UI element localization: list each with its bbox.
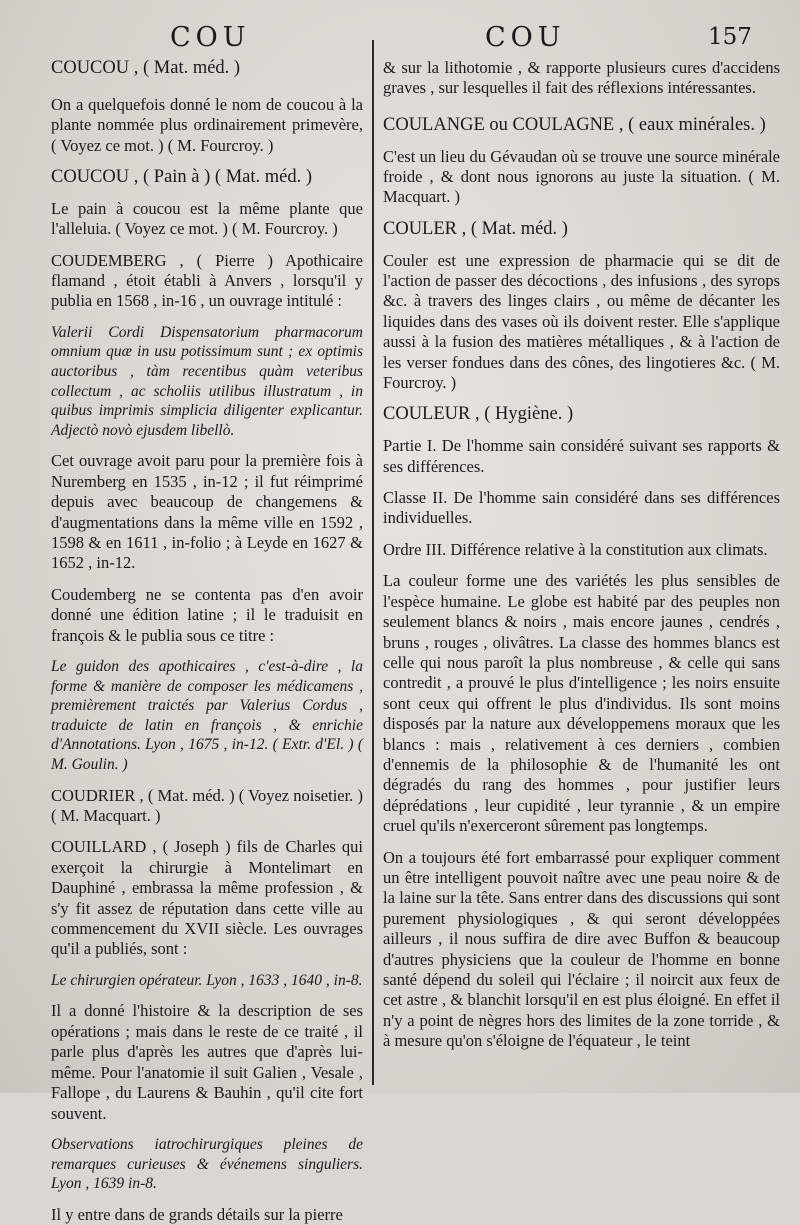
page-number: 157	[708, 24, 752, 50]
paragraph: Le pain à coucou est la même plante que l'alleluia. ( Voyez ce mot. ) ( M. Fourcroy. )	[51, 198, 363, 239]
paragraph: Coudemberg ne se contenta pas d'en avoir donné une édition latine ; il le traduisit en françois & le publia sous ce titre :	[51, 584, 363, 645]
citation: Valerii Cordi Dispensatorium pharmacorum omnium quæ in usu potissimum sunt ; ex optimis auctoribus , tàm recentibus quàm veteribus collectum , ac scholiis utilibus illustratum , in quibus imprimis simplicia diligenter explicantur. Adjectò novò ejusdem libellò.	[51, 323, 363, 439]
paragraph: On a quelquefois donné le nom de coucou à la plante nommée plus ordinairement primevère, ( Voyez ce mot. ) ( M. Fourcroy. )	[51, 94, 363, 155]
column-divider	[372, 40, 374, 1085]
paragraph: Il a donné l'histoire & la description de ses opérations ; mais dans le reste de ce traité , il parle plus d'après les autres que d'après lui-même. Pour l'anatomie il suit Galien , Vesale , Fallope , du Laurens & Bauhin , qu'il cite fort souvent.	[51, 1001, 363, 1123]
citation: Observations iatrochirurgiques pleines de remarques curieuses & événemens singuliers. Lyon , 1639 in-8.	[51, 1135, 363, 1193]
paragraph: Classe II. De l'homme sain considéré dans ses différences individuelles.	[383, 488, 780, 528]
entry-heading: COULER , ( Mat. méd. )	[383, 218, 568, 239]
page-header	[0, 22, 800, 58]
paragraph: COUILLARD , ( Joseph ) fils de Charles qui exerçoit la chirurgie à Montelimart en Dauphiné , embrassa la même profession , & s'y fit assez de réputation dans cette ville au commencement du XVII siècle. Les ouvrages qu'il a publiés, sont :	[51, 837, 363, 959]
paragraph: On a toujours été fort embarrassé pour expliquer comment un être intelligent pouvoit naître avec une peau noire & de la laine sur la tête. Sans entrer dans des discussions qui sont purement physiologiques , & qui seront développées ailleurs , il nous suffira de dire avec Buffon & beaucoup d'autres physiciens que la couleur de l'homme en bonne santé dépend du soleil qui l'éclaire ; il noircit aux feux de cet astre , & blanchit lorsqu'il en est plus éloigné. En effet il n'y a point de nègres hors des limites de la zone torride , & à mesure qu'on s'éloigne de l'équateur , le teint	[383, 847, 780, 1051]
paragraph: Cet ouvrage avoit paru pour la première fois à Nuremberg en 1535 , in-12 ; il fut réimprimé depuis avec beaucoup de changemens & d'augmentations dans la même ville en 1592 , 1598 & en 1611 , in-folio ; à Leyde en 1627 & 1652 , in-12.	[51, 451, 363, 573]
entry-heading: COUCOU , ( Pain à ) ( Mat. méd. )	[51, 167, 313, 188]
paragraph: Ordre III. Différence relative à la constitution aux climats.	[383, 539, 768, 559]
paragraph: Partie I. De l'homme sain considéré suivant ses rapports & ses différences.	[383, 436, 780, 476]
entry-heading: COULEUR , ( Hygiène. )	[383, 404, 574, 425]
right-column	[383, 58, 780, 1052]
citation: Le chirurgien opérateur. Lyon , 1633 , 1640 , in-8.	[51, 971, 363, 989]
entry-heading: COUCOU , ( Mat. méd. )	[51, 58, 241, 78]
paragraph: C'est un lieu du Gévaudan où se trouve une source minérale froide , & dont nous ignorons au juste la situation. ( M. Macquart. )	[383, 146, 780, 207]
paragraph: & sur la lithotomie , & rapporte plusieurs cures d'accidens graves , sur lesquelles il fait des réflexions intéressantes.	[383, 58, 780, 98]
paragraph: Il y entre dans de grands détails sur la pierre	[51, 1204, 343, 1224]
paragraph: La couleur forme une des variétés les plus sensibles de l'espèce humaine. Le globe est habité par des peuples non seulement blancs & noirs , mais encore jaunes , cendrés , bruns , rouges , olivâtres. La classe des hommes blancs est celle qui nous paroît la plus nombreuse , & celle qui sans contredit , a prouvé le plus d'intelligence ; les noirs ensuite sont ceux qui offrent le plus d'individus. Ils sont moins disposés par la nature aux développemens moraux que les blancs : mais , relativement à ces derniers , combien d'ennemis de la philosophie & de l'humanité les ont dégradés du rang des hommes , pour justifier leurs déprédations , leur cupidité , leur tyrannie , & un empire cruel qu'ils n'exerceront sûrement pas longtemps.	[383, 571, 780, 836]
left-column	[51, 58, 363, 1225]
running-head-right: COU	[485, 22, 566, 53]
paragraph: COUDRIER , ( Mat. méd. ) ( Voyez noisetier. ) ( M. Macquart. )	[51, 785, 363, 826]
paragraph: Couler est une expression de pharmacie qui se dit de l'action de passer des décoctions , des infusions , des syrops &c. à travers des linges clairs , ou même de décanter les liquides dans des vases où ils doivent rester. Elle s'applique aussi à la fusion des matières métalliques , & à l'action de les verser fondues dans des cônes, des lingotieres &c. ( M. Fourcroy. )	[383, 250, 780, 393]
running-head-left: COU	[170, 22, 251, 53]
citation: Le guidon des apothicaires , c'est-à-dire , la forme & manière de composer les médicamens , premièrement traictés par Valerius Cordus , traduicte de latin en françois , & enrichie d'Annotations. Lyon , 1675 , in-12. ( Extr. d'El. ) ( M. Goulin. )	[51, 658, 363, 774]
paragraph: COUDEMBERG , ( Pierre ) Apothicaire flamand , étoit établi à Anvers , lorsqu'il y publia en 1568 , in-16 , un ouvrage intitulé :	[51, 250, 363, 311]
entry-heading: COULANGE ou COULAGNE , ( eaux minérales. )	[383, 114, 766, 135]
